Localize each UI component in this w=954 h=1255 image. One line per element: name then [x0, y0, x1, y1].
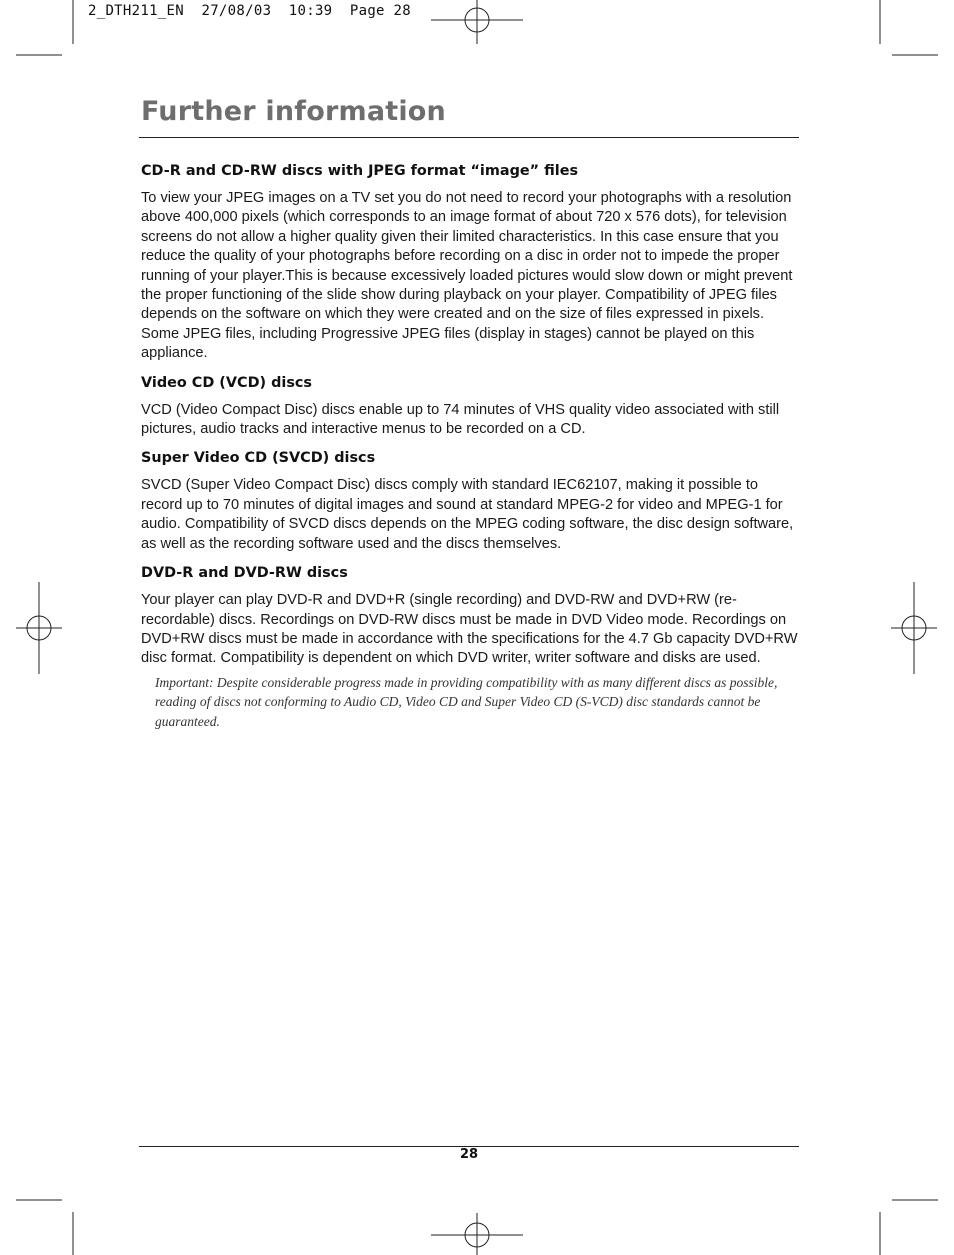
page-number: 28: [459, 1147, 479, 1162]
section-heading-dvd: DVD-R and DVD-RW discs: [141, 565, 348, 582]
section-body-dvd: Your player can play DVD-R and DVD+R (single recording) and DVD-RW and DVD+RW (re-recordable) discs. Recordings on DVD-RW discs must be made in DVD Video mode. Recordings on DVD+RW discs must be made in accordance with the specifications for the 4.7 Gb capacity DVD+RW disc format. Compatibility is dependent on which DVD writer, writer software and disks are used.: [141, 592, 798, 667]
section-heading-svcd: Super Video CD (SVCD) discs: [141, 450, 376, 467]
important-note: Important: Despite considerable progress made in providing compatibility with as many different discs as possible, reading of discs not conforming to Audio CD, Video CD and Super Video CD (S-VCD) disc standards cannot be guaranteed.: [155, 674, 778, 729]
section-body-vcd: VCD (Video Compact Disc) discs enable up to 74 minutes of VHS quality video associated with still pictures, audio tracks and interactive menus to be recorded on a CD.: [141, 401, 780, 438]
section-heading-jpeg: CD-R and CD-RW discs with JPEG format “image” files: [141, 163, 579, 179]
title-rule: [139, 137, 799, 138]
section-body-svcd: SVCD (Super Video Compact Disc) discs comply with standard IEC62107, making it possible to record up to 70 minutes of digital images and sound at standard MPEG-2 for video and MPEG-1 for audio. Compatibility of SVCD discs depends on the MPEG coding software, the disc design software, as well as the recording software used and the discs themselves.: [141, 477, 794, 552]
registration-mark-bottom: [431, 1213, 523, 1255]
print-slug: 2_DTH211_EN 27/08/03 10:39 Page 28: [88, 3, 411, 19]
registration-mark-left: [16, 582, 62, 674]
section-heading-vcd: Video CD (VCD) discs: [141, 374, 312, 391]
main-content: [141, 162, 799, 731]
section-body-jpeg: To view your JPEG images on a TV set you do not need to record your photographs with a resolution above 400,000 pixels (which corresponds to an image format of about 720 x 576 dots), for television screens do not allow a higher quality given their limited characteristics. In this case ensure that you reduce the quality of your photographs before recording on a disc in order not to impede the proper running of your player.This is because excessively loaded pictures would slow down or might prevent the proper functioning of the slide show during playback on your player. Compatibility of JPEG files depends on the software on which they were created and on the size of files expressed in pixels. Some JPEG files, including Progressive JPEG files (display in stages) cannot be played on this appliance.: [141, 190, 793, 362]
page-title: Further information: [141, 96, 446, 127]
registration-mark-top: [431, 0, 523, 44]
registration-mark-right: [891, 582, 937, 674]
